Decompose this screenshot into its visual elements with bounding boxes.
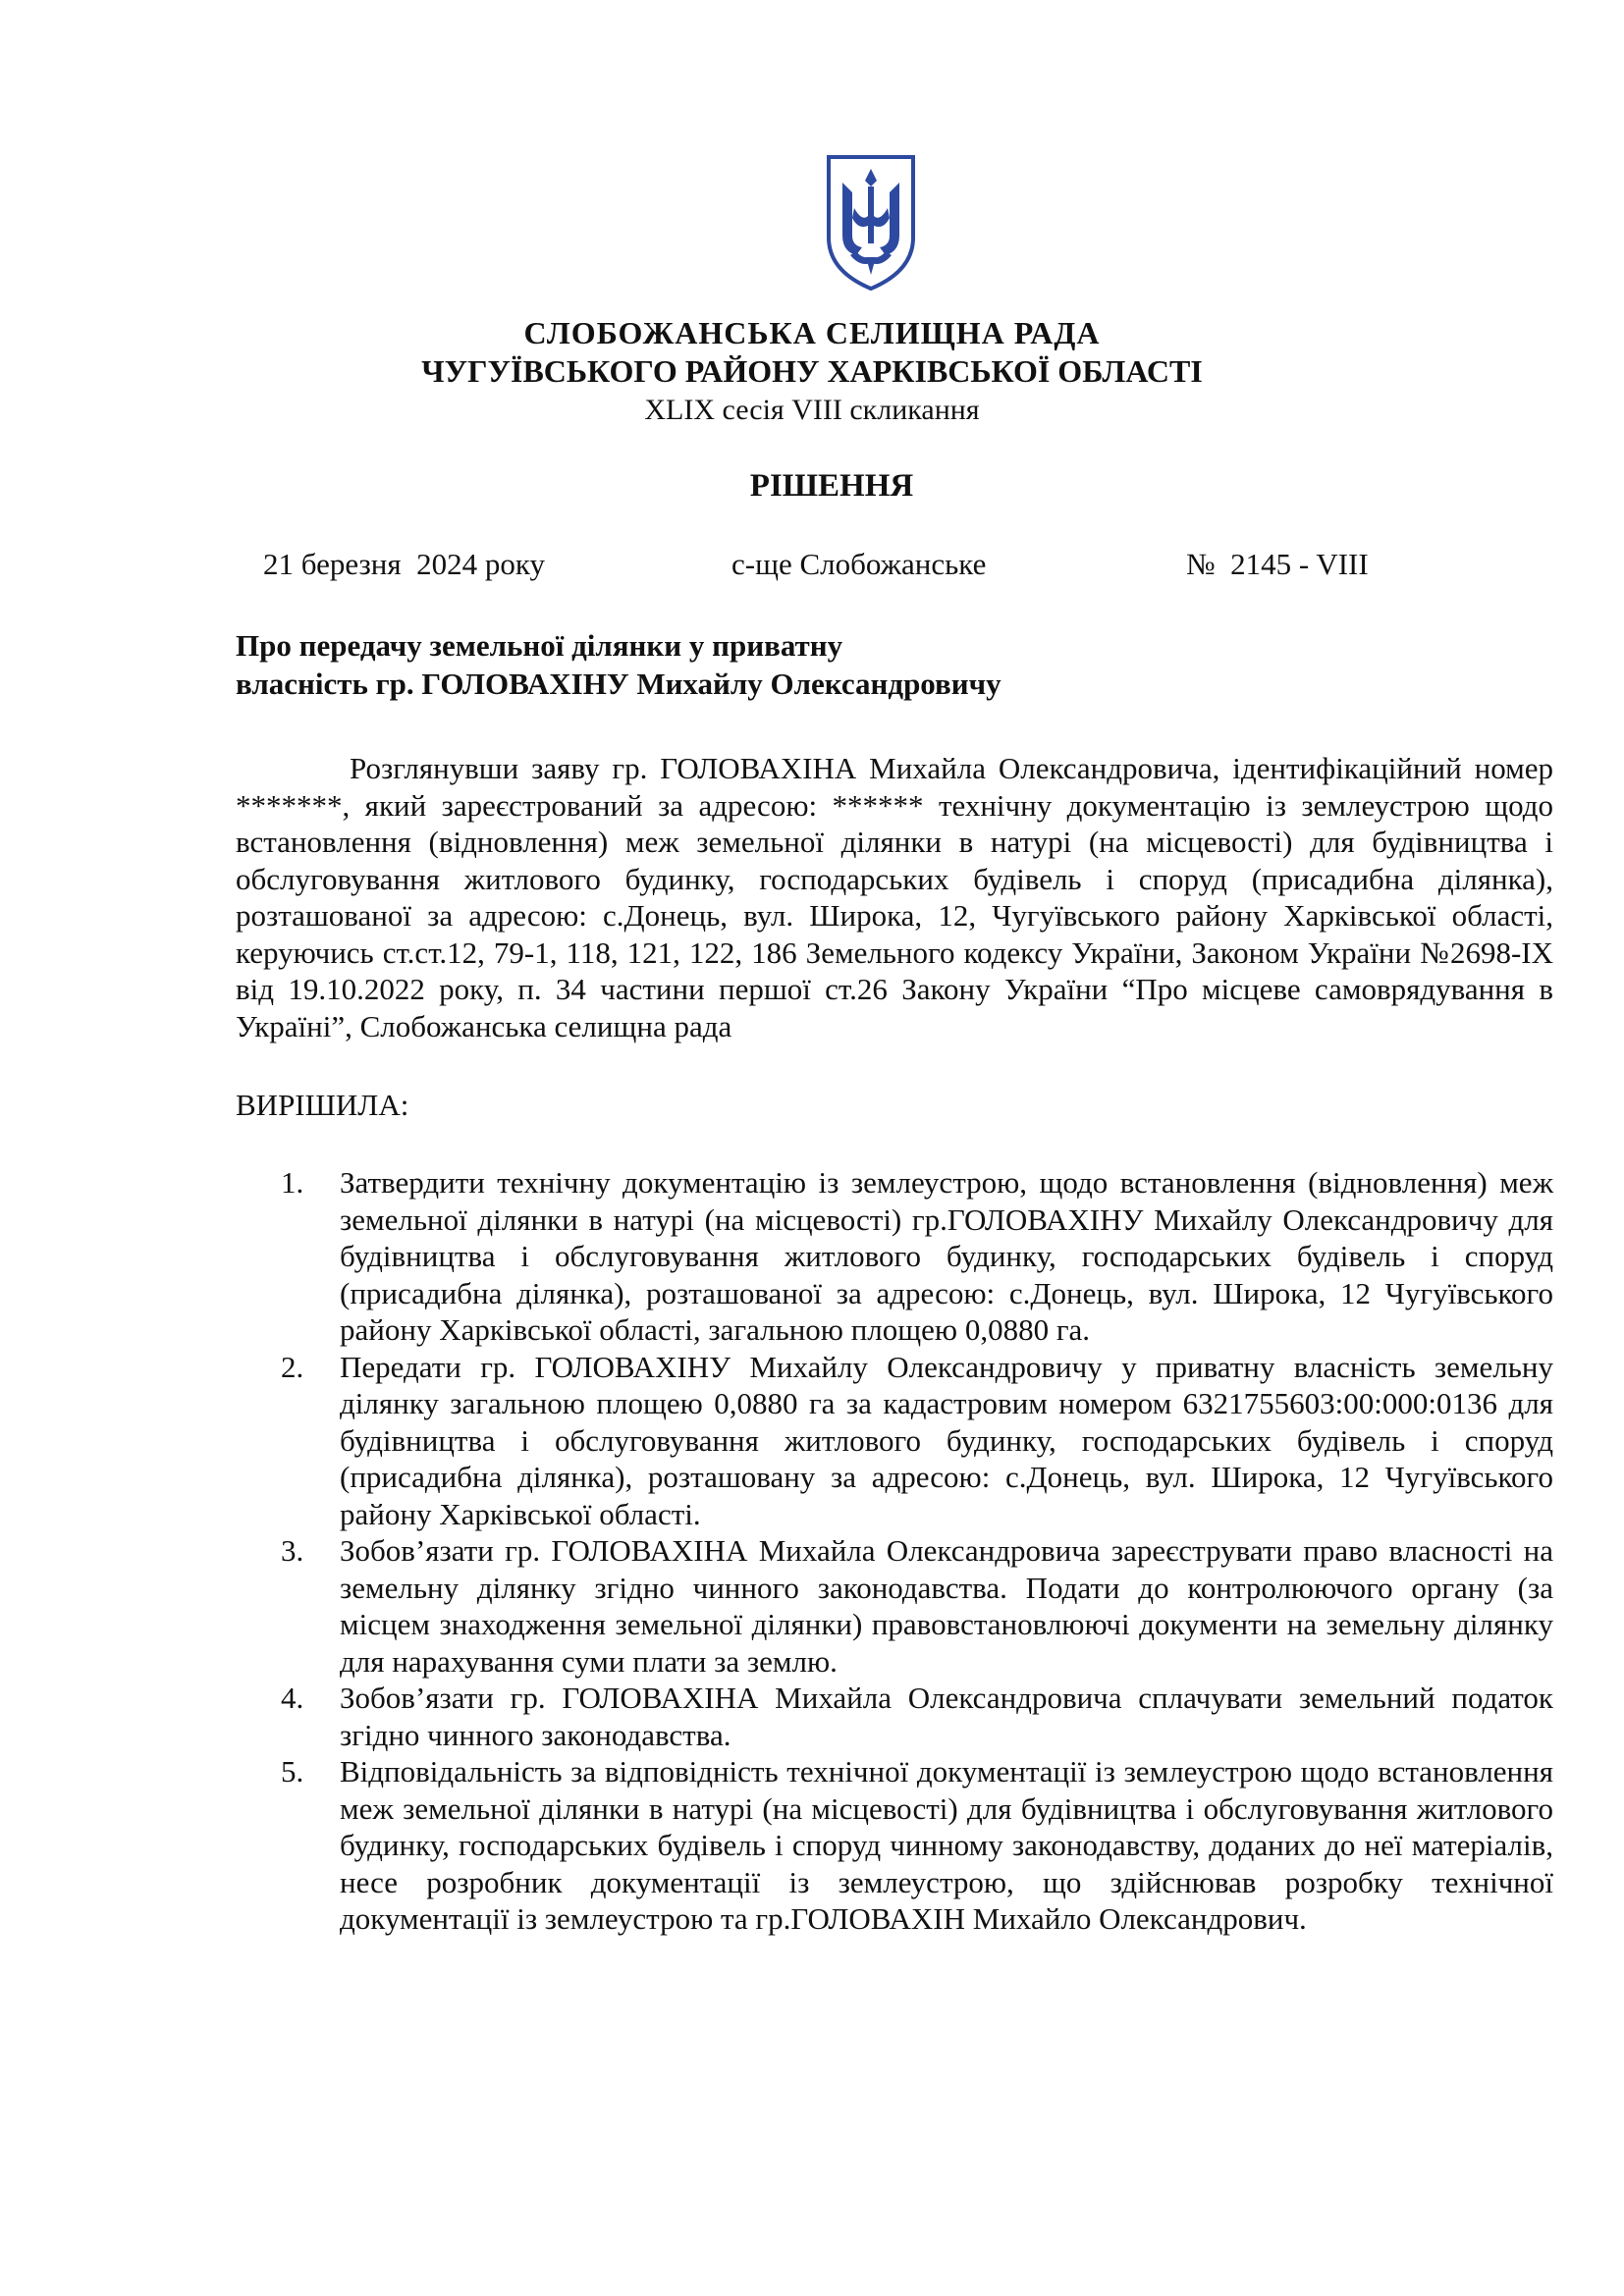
item-text: Затвердити технічну документацію із землеустрою, щодо встановлення (відновлення) меж земельної ділянки в натурі (на місцевості) гр.ГОЛОВАХІНУ Михайлу Олександровичу для будівництва і обслуговування житлового будинку, господарських будівель і споруд (присадибна ділянка), розташованої за адресою: с.Донець, вул. Широка, 12 Чугуївського району Харківської області, загальною площею 0,0880 га. xyxy=(340,1165,1553,1347)
district-name: ЧУГУЇВСЬКОГО РАЙОНУ ХАРКІВСЬКОЇ ОБЛАСТІ xyxy=(421,353,1203,389)
decision-subject xyxy=(236,626,1001,703)
decision-place: с-ще Слобожанське xyxy=(731,547,987,581)
decision-item xyxy=(236,1532,1553,1680)
item-number: 3. xyxy=(281,1533,304,1568)
decision-title: РІШЕННЯ xyxy=(749,468,914,504)
decision-date: 21 березня 2024 року xyxy=(263,547,545,581)
item-number: 4. xyxy=(281,1681,304,1715)
subject-line-1: Про передачу земельної ділянки у приватну xyxy=(236,628,843,663)
decision-item xyxy=(236,1164,1553,1349)
item-number: 1. xyxy=(281,1165,304,1200)
decision-item xyxy=(236,1680,1553,1753)
item-text: Зобов’язати гр. ГОЛОВАХІНА Михайла Олександровича сплачувати земельний податок згідно чинного законодавства. xyxy=(340,1681,1553,1752)
decision-items-list xyxy=(236,1164,1553,1938)
item-number: 5. xyxy=(281,1754,304,1789)
item-text: Відповідальність за відповідність технічної документації із землеустрою щодо встановлення меж земельної ділянки в натурі (на місцевості) для будівництва і обслуговування житлового будинку, господарських будівель і споруд чинному законодавству, доданих до неї матеріалів, несе розробник документації із землеустрою, що здійснював розробку технічної документації із землеустрою та гр.ГОЛОВАХІН Михайло Олександрович. xyxy=(340,1754,1553,1936)
decision-item xyxy=(236,1753,1553,1938)
subject-line-2: власність гр. ГОЛОВАХІНУ Михайлу Олександровичу xyxy=(236,667,1001,701)
item-text: Передати гр. ГОЛОВАХІНУ Михайлу Олександровичу у приватну власність земельну ділянку загальною площею 0,0880 га за кадастровим номером 6321755603:00:000:0136 для будівництва і обслуговування житлового будинку, господарських будівель і споруд (присадибна ділянка), розташовану за адресою: с.Донець, вул. Широка, 12 Чугуївського району Харківської області. xyxy=(340,1349,1553,1531)
resolved-label: ВИРІШИЛА: xyxy=(236,1088,409,1122)
session-line: XLIX сесія VIII скликання xyxy=(644,394,980,426)
item-text: Зобов’язати гр. ГОЛОВАХІНА Михайла Олександровича зареєструвати право власності на земельну ділянку згідно чинного законодавства. Подати до контролюючого органу (за місцем знаходження земельної ділянки) правовстановлюючі документи на земельну ділянку для нарахування суми плати за землю. xyxy=(340,1533,1553,1679)
item-number: 2. xyxy=(281,1349,304,1384)
coat-of-arms-emblem xyxy=(823,153,919,293)
decision-number: № 2145 - VIII xyxy=(1186,547,1369,581)
council-name: СЛОБОЖАНСЬКА СЕЛИЩНА РАДА xyxy=(523,315,1101,350)
preamble-paragraph: Розглянувши заяву гр. ГОЛОВАХІНА Михайла Олександровича, ідентифікаційний номер *******, який зареєстрований за адресою: ****** технічну документацію із землеустрою щодо встановлення (відновлення) меж земельної ділянки в натурі (на місцевості) для будівництва і обслуговування житлового будинку, господарських будівель і споруд (присадибна ділянка), розташованої за адресою: с.Донець, вул. Широка, 12, Чугуївського району Харківської області, керуючись ст.ст.12, 79-1, 118, 121, 122, 186 Земельного кодексу України, Законом України №2698-ІХ від 19.10.2022 року, п. 34 частини першої ст.26 Закону України “Про місцеве самоврядування в Україні”, Слобожанська селищна рада xyxy=(236,751,1553,1043)
decision-item xyxy=(236,1349,1553,1533)
